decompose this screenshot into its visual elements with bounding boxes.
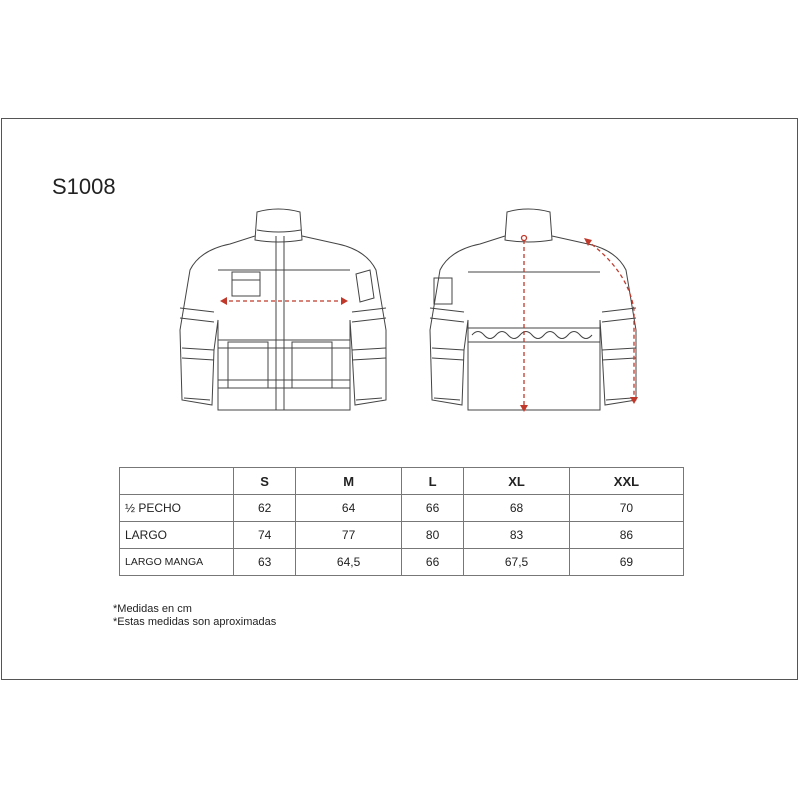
size-table	[119, 467, 684, 576]
product-code: S1008	[52, 174, 116, 199]
jacket-front-view	[180, 209, 386, 410]
length-measure-arrow	[520, 236, 528, 413]
table-header-cell: XXL	[569, 468, 683, 495]
table-row	[120, 522, 684, 549]
table-cell: 62	[234, 495, 296, 522]
table-cell: 77	[296, 522, 402, 549]
table-cell: 66	[401, 549, 463, 576]
table-row	[120, 549, 684, 576]
table-cell: 83	[464, 522, 570, 549]
row-label: LARGO MANGA	[120, 549, 234, 576]
table-header-cell: XL	[464, 468, 570, 495]
table-cell: 68	[464, 495, 570, 522]
table-row	[120, 495, 684, 522]
table-header-cell: M	[296, 468, 402, 495]
footnote: *Estas medidas son aproximadas	[113, 616, 277, 628]
table-cell: 70	[569, 495, 683, 522]
footnotes	[113, 603, 276, 629]
jacket-back-view	[430, 209, 636, 410]
table-header-cell: S	[234, 468, 296, 495]
table-header-cell: L	[401, 468, 463, 495]
table-cell: 64	[296, 495, 402, 522]
footnote: *Medidas en cm	[113, 603, 192, 615]
table-cell: 74	[234, 522, 296, 549]
table-cell: 80	[401, 522, 463, 549]
table-cell: 66	[401, 495, 463, 522]
table-cell: 64,5	[296, 549, 402, 576]
row-label: ½ PECHO	[120, 495, 234, 522]
table-header-row	[120, 468, 684, 495]
table-cell: 69	[569, 549, 683, 576]
jacket-technical-drawing	[160, 200, 640, 420]
table-cell: 63	[234, 549, 296, 576]
table-header-cell	[120, 468, 234, 495]
table-cell: 86	[569, 522, 683, 549]
table-cell: 67,5	[464, 549, 570, 576]
row-label: LARGO	[120, 522, 234, 549]
